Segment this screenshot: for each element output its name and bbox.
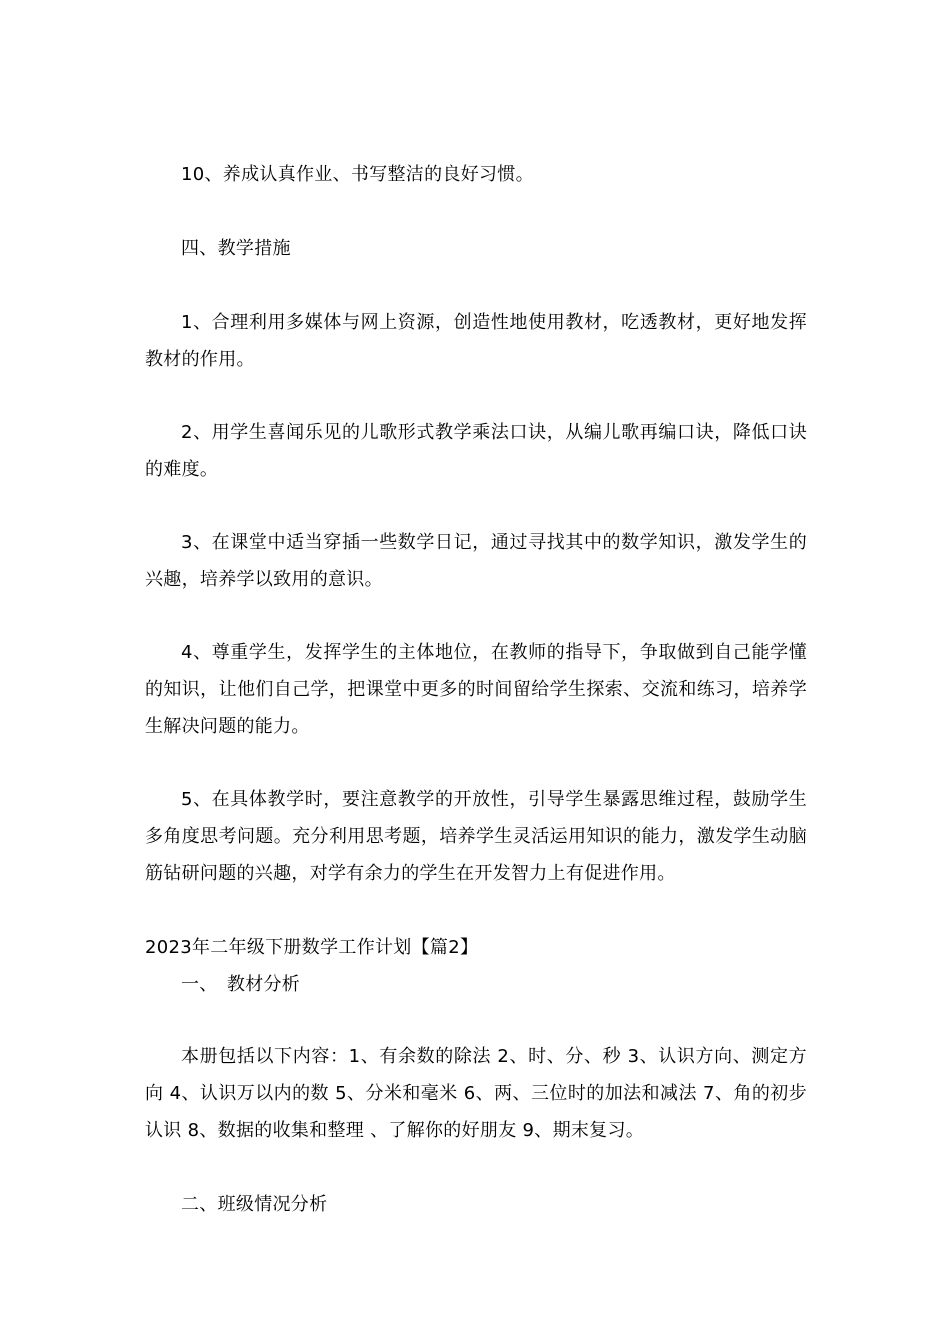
paragraph-measure-3: 3、在课堂中适当穿插一些数学日记，通过寻找其中的数学知识，激发学生的兴趣，培养学以致用的意识。	[145, 532, 807, 590]
section-heading-textbook-analysis: 一、 教材分析	[181, 974, 301, 995]
paragraph-measure-4: 4、尊重学生，发挥学生的主体地位，在教师的指导下，争取做到自己能学懂的知识，让他们自己学，把课堂中更多的时间留给学生探索、交流和练习，培养学生解决问题的能力。	[145, 642, 807, 737]
paragraph-habit-goal: 10、养成认真作业、书写整洁的良好习惯。	[181, 164, 534, 185]
paragraph-textbook-contents: 本册包括以下内容：1、有余数的除法 2、时、分、秒 3、认识方向、测定方向 4、认识万以内的数 5、分米和毫米 6、两、三位时的加法和减法 7、角的初步认识 8、数据的收集和整理 、了解你的好朋友 9、期末复习。	[145, 1046, 807, 1141]
section-heading-teaching-measures: 四、教学措施	[181, 238, 291, 259]
section-heading-class-analysis: 二、班级情况分析	[181, 1194, 328, 1215]
paragraph-measure-1: 1、合理利用多媒体与网上资源，创造性地使用教材，吃透教材，更好地发挥教材的作用。	[145, 312, 807, 370]
article-title-part-2: 2023年二年级下册数学工作计划【篇2】	[145, 937, 479, 958]
paragraph-measure-2: 2、用学生喜闻乐见的儿歌形式教学乘法口诀，从编儿歌再编口诀，降低口诀的难度。	[145, 422, 807, 480]
paragraph-measure-5: 5、在具体教学时，要注意教学的开放性，引导学生暴露思维过程，鼓励学生多角度思考问题。充分利用思考题，培养学生灵活运用知识的能力，激发学生动脑筋钻研问题的兴趣，对学有余力的学生在开发智力上有促进作用。	[145, 789, 807, 884]
